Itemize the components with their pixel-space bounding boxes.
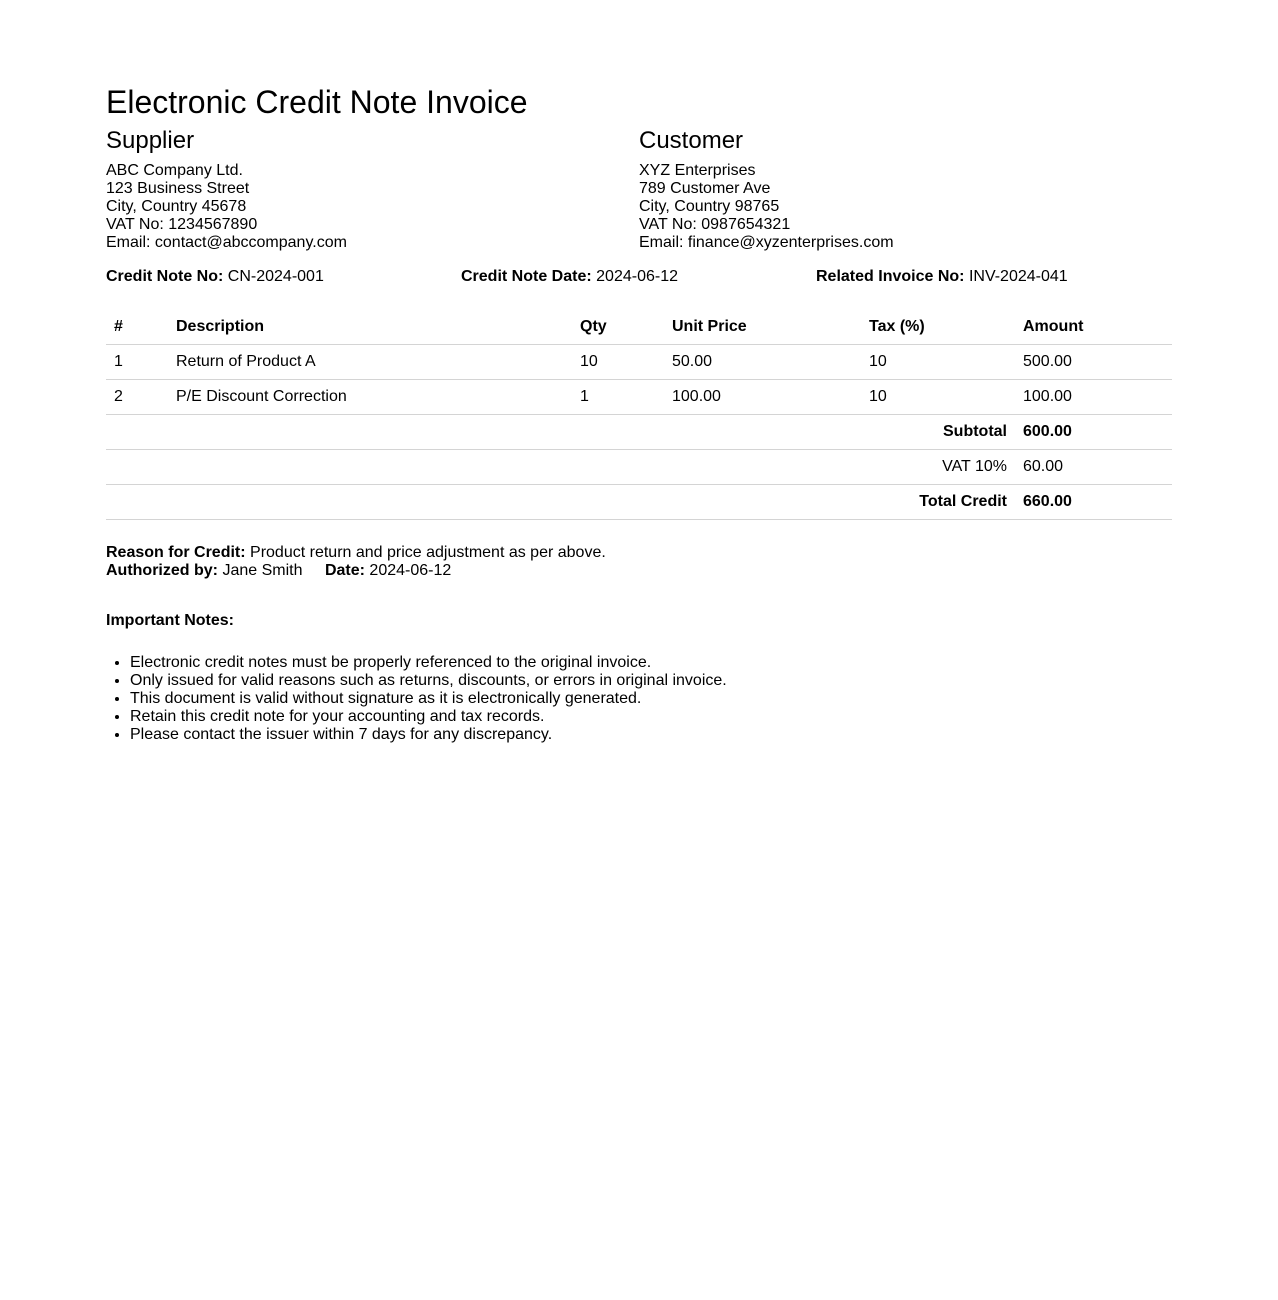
header-unit-price: Unit Price: [664, 310, 861, 345]
table-row: [106, 380, 1172, 415]
credit-note-number-value: CN-2024-001: [227, 268, 324, 285]
header-num: #: [106, 310, 168, 345]
customer-heading: Customer: [639, 127, 744, 154]
notes-list: [106, 654, 1172, 744]
credit-note-date-label: Credit Note Date:: [461, 268, 592, 285]
header-tax: Tax (%): [861, 310, 1015, 345]
supplier-name: ABC Company Ltd.: [106, 162, 243, 179]
list-item: • This document is valid without signature as it is electronically generated.: [130, 690, 1172, 708]
vat-label: VAT 10%: [106, 450, 1015, 485]
supplier-email: Email: contact@abccompany.com: [106, 234, 347, 251]
header-amount: Amount: [1015, 310, 1172, 345]
supplier-city: City, Country 45678: [106, 198, 247, 215]
row-amount: 100.00: [1015, 380, 1172, 415]
customer-city: City, Country 98765: [639, 198, 780, 215]
supplier-vat: VAT No: 1234567890: [106, 216, 258, 233]
credit-note-number: [106, 268, 461, 286]
row-qty: 1: [572, 380, 664, 415]
credit-note-date: [461, 268, 816, 286]
row-num: 1: [106, 345, 168, 380]
row-tax: 10: [861, 380, 1015, 415]
parties-section: [106, 129, 1172, 252]
authorized-date: 2024-06-12: [369, 562, 452, 579]
customer-block: [639, 129, 1172, 252]
authorized-label: Authorized by:: [106, 562, 218, 579]
row-unit-price: 50.00: [664, 345, 861, 380]
customer-vat: VAT No: 0987654321: [639, 216, 791, 233]
credit-note-date-value: 2024-06-12: [596, 268, 678, 285]
row-num: 2: [106, 380, 168, 415]
vat-value: 60.00: [1015, 450, 1172, 485]
row-tax: 10: [861, 345, 1015, 380]
list-item: • Please contact the issuer within 7 days for any discrepancy.: [130, 726, 1172, 744]
credit-note-meta: [106, 268, 1172, 286]
supplier-street: 123 Business Street: [106, 180, 250, 197]
line-items-table: [106, 310, 1172, 520]
row-qty: 10: [572, 345, 664, 380]
related-invoice: [816, 268, 1171, 286]
subtotal-value: 600.00: [1015, 415, 1172, 450]
total-credit-value: 660.00: [1015, 485, 1172, 520]
authorized-date-label: Date:: [324, 562, 365, 579]
customer-email: Email: finance@xyzenterprises.com: [639, 234, 894, 251]
reason-text: Product return and price adjustment as per above.: [250, 544, 606, 561]
header-qty: Qty: [572, 310, 664, 345]
supplier-heading: Supplier: [106, 127, 195, 154]
customer-street: 789 Customer Ave: [639, 180, 771, 197]
supplier-block: [106, 129, 639, 252]
subtotal-row: [106, 415, 1172, 450]
list-item: • Electronic credit notes must be properly referenced to the original invoice.: [130, 654, 1172, 672]
page-title: Electronic Credit Note Invoice: [106, 84, 528, 120]
credit-note-document: [106, 0, 1172, 744]
reason-line: [106, 544, 1172, 562]
authorized-name: Jane Smith: [222, 562, 303, 579]
row-description: Return of Product A: [168, 345, 572, 380]
reason-label: Reason for Credit:: [106, 544, 246, 561]
header-description: Description: [168, 310, 572, 345]
total-credit-label: Total Credit: [106, 485, 1015, 520]
authorization-line: [106, 562, 1172, 580]
list-item: • Only issued for valid reasons such as returns, discounts, or errors in original invoice.: [130, 672, 1172, 690]
row-description: P/E Discount Correction: [168, 380, 572, 415]
related-invoice-label: Related Invoice No:: [816, 268, 965, 285]
subtotal-label: Subtotal: [106, 415, 1015, 450]
total-row: [106, 485, 1172, 520]
row-amount: 500.00: [1015, 345, 1172, 380]
customer-name: XYZ Enterprises: [639, 162, 756, 179]
related-invoice-value: INV-2024-041: [968, 268, 1068, 285]
table-header-row: [106, 310, 1172, 345]
credit-note-number-label: Credit Note No:: [106, 268, 224, 285]
reason-section: [106, 544, 1172, 580]
notes-title: Important Notes:: [106, 612, 234, 629]
table-row: [106, 345, 1172, 380]
list-item: • Retain this credit note for your accounting and tax records.: [130, 708, 1172, 726]
row-unit-price: 100.00: [664, 380, 861, 415]
vat-row: [106, 450, 1172, 485]
